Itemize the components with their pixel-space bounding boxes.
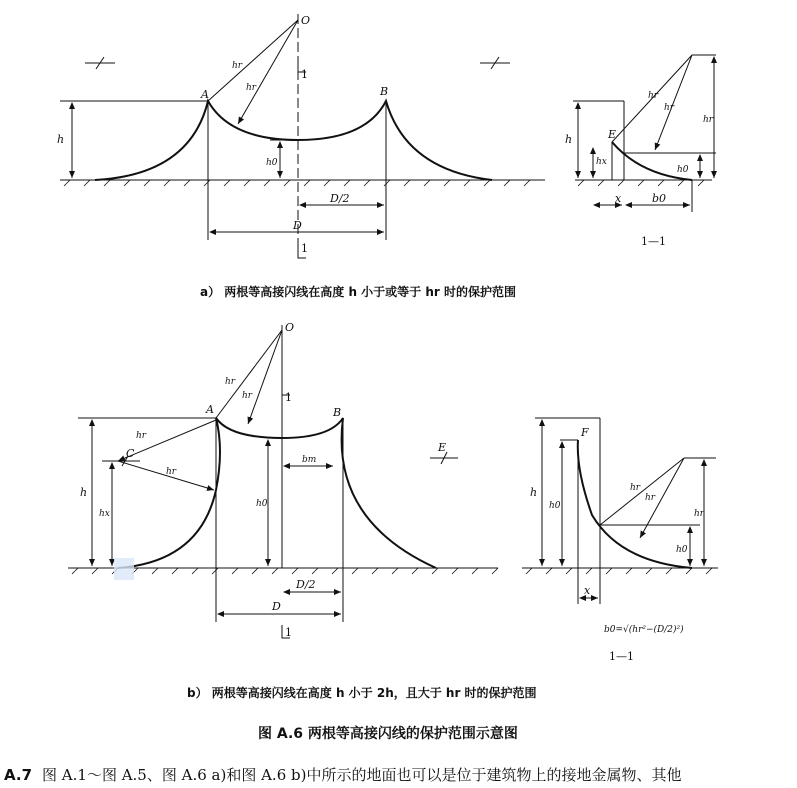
body-text: 图 A.1～图 A.5、图 A.6 a)和图 A.6 b)中所示的地面也可以是位于建筑物上的接地金属物、其他 [42, 766, 682, 784]
b-label-D: D [272, 600, 281, 613]
break-mark-left [85, 57, 115, 69]
figure-title: 图 A.6 两根等高接闪线的保护范围示意图 [258, 726, 518, 742]
b-label-hr-3: hr [136, 431, 147, 441]
section-b-label-h: h [530, 486, 538, 499]
section-b-curve [578, 440, 692, 568]
label-hr-2: hr [246, 83, 257, 93]
b-label-hx: hx [99, 509, 110, 519]
b-label-A: A [206, 403, 214, 416]
caption-a: a） 两根等高接闪线在高度 h 小于或等于 hr 时的保护范围 [200, 285, 516, 299]
label-B: B [380, 85, 389, 98]
section-number: A.7 [4, 766, 33, 784]
section-a-label-h0: h0 [677, 165, 689, 175]
b-label-E: E [438, 441, 447, 454]
ground-hatch [64, 180, 530, 186]
section-b-title: 1—1 [609, 650, 634, 663]
break-mark-right [480, 57, 510, 69]
figure-a-labels [57, 14, 388, 255]
figure-a-section [573, 55, 716, 212]
figure-b-main [68, 325, 498, 638]
section-a-label-x: x [615, 192, 622, 205]
body-paragraph [4, 764, 794, 785]
section-a-title: 1—1 [641, 235, 666, 248]
label-section-top: 1 [301, 68, 308, 81]
figure-b-section-labels [530, 426, 705, 663]
section-a-label-E: E [608, 128, 617, 141]
figure-b-labels [80, 321, 446, 639]
section-b-label-hr-1: hr [630, 483, 641, 493]
b-protection-curve [118, 418, 436, 568]
section-a-label-b0: b0 [652, 192, 667, 205]
figure-b-section [522, 418, 718, 604]
label-A: A [201, 88, 209, 101]
section-b-label-hr-2: hr [645, 493, 656, 503]
b-radius-OA [216, 330, 282, 418]
label-Dhalf: D/2 [330, 192, 350, 205]
b-label-h: h [80, 486, 88, 499]
b-label-Dhalf: D/2 [296, 578, 316, 591]
highlight-mark [114, 558, 134, 580]
section-b-label-hr-3: hr [694, 509, 705, 519]
label-D: D [293, 219, 302, 232]
section-a-label-hx: hx [596, 157, 607, 167]
section-a-label-hr-1: hr [648, 91, 659, 101]
b-label-section-bottom: 1 [285, 626, 292, 639]
b-label-O: O [285, 321, 295, 334]
caption-b: b） 两根等高接闪线在高度 h 小于 2h，且大于 hr 时的保护范围 [187, 686, 537, 700]
b-label-C: C [126, 447, 135, 460]
label-O: O [301, 14, 311, 27]
label-h0: h0 [266, 158, 278, 168]
section-a-label-h: h [565, 133, 573, 146]
section-a-label-hr-3: hr [703, 115, 714, 125]
b-label-h0: h0 [256, 499, 268, 509]
label-hr-1: hr [232, 61, 243, 71]
section-b-formula: b0=√(hr²−(D/2)²) [604, 625, 684, 635]
section-b-label-h0b: h0 [676, 545, 688, 555]
b-radius-2 [248, 330, 282, 424]
label-section-bottom: 1 [301, 242, 308, 255]
b-label-bm: bm [302, 455, 317, 465]
section-a-label-hr-2: hr [664, 103, 675, 113]
radius-hr2 [238, 20, 298, 124]
label-h: h [57, 133, 65, 146]
figure-a-main [60, 14, 545, 258]
b-label-hr-1: hr [225, 377, 236, 387]
section-b-radius-1 [600, 458, 684, 525]
section-b-label-F: F [581, 426, 589, 439]
section-b-label-x: x [584, 584, 591, 597]
b-label-hr-2: hr [242, 391, 253, 401]
figure-a-section-labels [565, 91, 714, 248]
b-label-section-top: 1 [285, 391, 292, 404]
b-label-B: B [333, 406, 342, 419]
b-label-hr-4: hr [166, 467, 177, 477]
section-b-label-h0: h0 [549, 501, 561, 511]
